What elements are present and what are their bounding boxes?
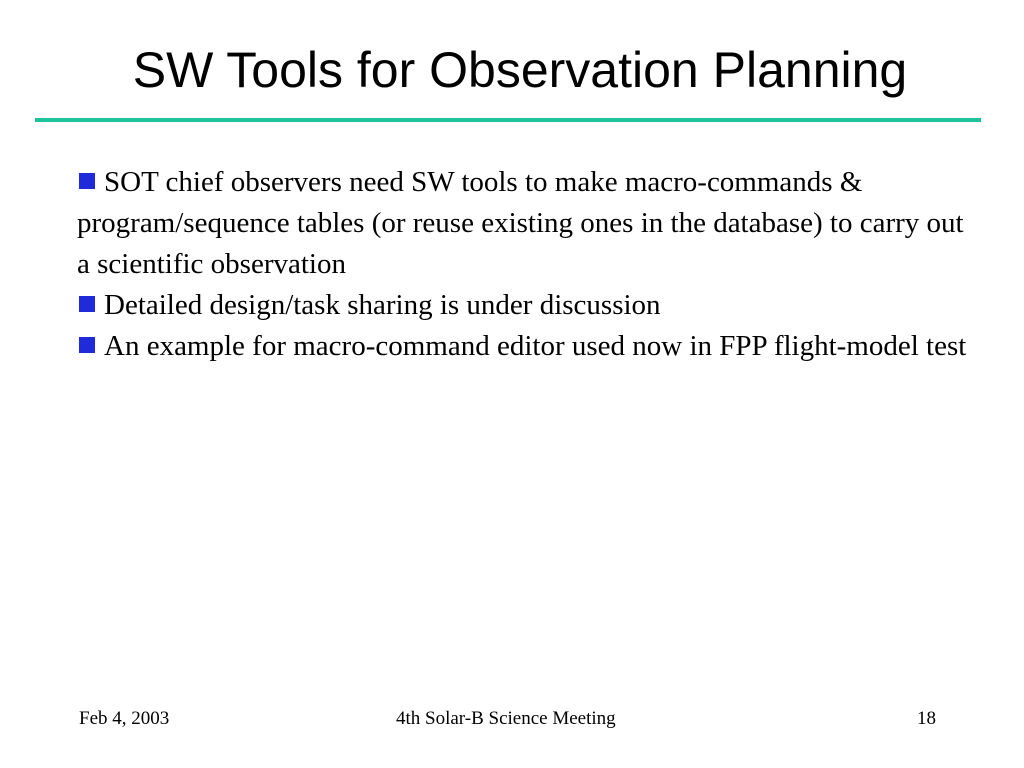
bullet-list <box>77 162 977 367</box>
square-bullet-icon <box>79 296 95 312</box>
bullet-item <box>77 162 977 285</box>
slide-title: SW Tools for Observation Planning <box>132 42 908 98</box>
footer-date: Feb 4, 2003 <box>79 708 170 729</box>
square-bullet-icon <box>79 173 95 189</box>
bullet-text: An example for macro-command editor used now in FPP flight-model test <box>104 330 967 362</box>
footer-meeting-title: 4th Solar-B Science Meeting <box>396 708 616 729</box>
square-bullet-icon <box>79 337 95 353</box>
bullet-item <box>77 326 977 367</box>
bullet-item <box>77 285 977 326</box>
bullet-text: Detailed design/task sharing is under discussion <box>104 289 661 321</box>
footer-page-number: 18 <box>917 708 936 729</box>
title-divider <box>35 118 981 122</box>
bullet-text: SOT chief observers need SW tools to make macro-commands & program/sequence tables (or reuse existing ones in the database) to carry out a scientific observation <box>77 166 964 280</box>
